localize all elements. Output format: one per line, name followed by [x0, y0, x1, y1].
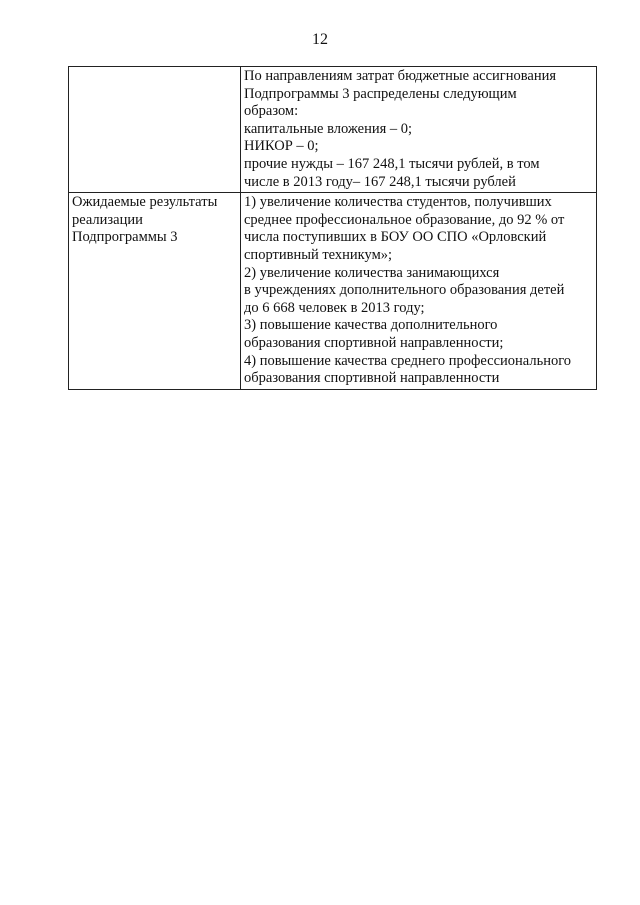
cell-line: в учреждениях дополнительного образования детей: [244, 282, 565, 299]
cell-line: Подпрограммы 3 распределены следующим: [244, 85, 517, 102]
cell-line: реализации: [72, 211, 143, 228]
cell-line: числа поступивших в БОУ ОО СПО «Орловский: [244, 229, 547, 246]
cell-line: 2) увеличение количества занимающихся: [244, 264, 500, 281]
cell-line: до 6 668 человек в 2013 году;: [244, 299, 425, 316]
passport-table: [68, 66, 597, 390]
cell-line: НИКОР – 0;: [244, 138, 319, 155]
cell-line: По направлениям затрат бюджетные ассигнования: [244, 68, 557, 84]
row-content-expected-results: [241, 193, 597, 390]
cell-line: 4) повышение качества среднего профессионального: [244, 352, 572, 369]
row-content-budget-allocation: [241, 67, 597, 193]
cell-line: образом:: [244, 103, 299, 120]
cell-line: Ожидаемые результаты: [72, 194, 218, 211]
page-number: 12: [312, 31, 328, 48]
cell-line: среднее профессиональное образование, до 92 % от: [244, 211, 565, 228]
row-label-empty: [69, 67, 241, 193]
cell-line: спортивный техникум»;: [244, 246, 393, 263]
cell-line: капитальные вложения – 0;: [244, 120, 413, 137]
cell-line: образования спортивной направленности;: [244, 334, 504, 351]
table-row-expected-results: [69, 193, 597, 390]
cell-line: числе в 2013 году– 167 248,1 тысячи рублей: [244, 173, 516, 190]
cell-line: 3) повышение качества дополнительного: [244, 317, 498, 334]
cell-line: 1) увеличение количества студентов, получивших: [244, 194, 552, 211]
row-label-expected-results: [69, 193, 241, 390]
cell-line: образования спортивной направленности: [244, 370, 500, 387]
cell-line: прочие нужды – 167 248,1 тысячи рублей, в том: [244, 155, 540, 172]
cell-line: Подпрограммы 3: [72, 229, 178, 246]
table-row-budget-allocation: [69, 67, 597, 193]
